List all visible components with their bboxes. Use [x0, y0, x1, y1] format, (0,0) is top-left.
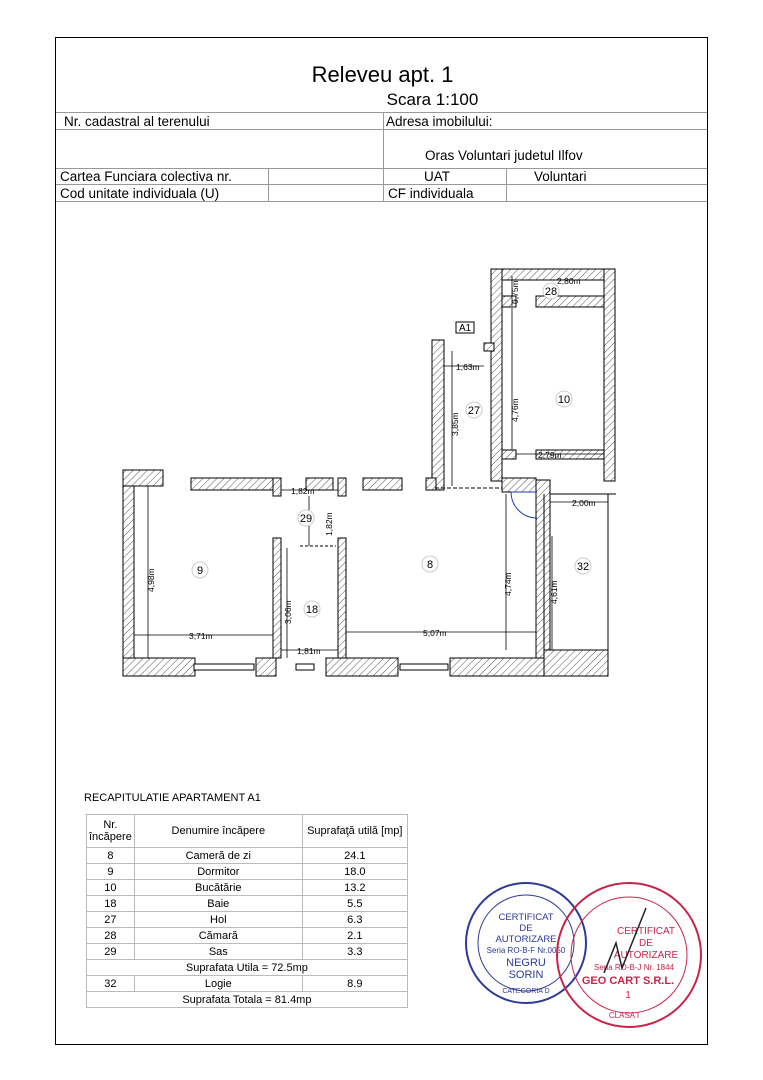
stamp-text: AUTORIZARE: [495, 934, 557, 945]
table-row: 10 Bucătărie 13.2: [87, 880, 408, 896]
page-title: Releveu apt. 1: [311, 62, 454, 87]
table-row: 9 Dormitor 18.0: [87, 864, 408, 880]
room-number: 18: [305, 604, 319, 616]
stamp-text: DE: [639, 938, 653, 949]
stamp-text: NEGRU: [506, 957, 546, 969]
table-row: 18 Baie 5.5: [87, 896, 408, 912]
dim-label: 4,98m: [146, 568, 156, 592]
wall: [256, 658, 276, 676]
wall: [273, 478, 281, 496]
uat-value: Voluntari: [534, 169, 587, 184]
cadastral-label: Nr. cadastral al terenului: [64, 114, 210, 129]
address-value: Oras Voluntari judetul Ilfov: [425, 148, 583, 163]
recap-table: [86, 814, 408, 1008]
total: Suprafata Totala = 81.4mp: [87, 992, 408, 1008]
wall: [502, 450, 516, 459]
table-row: 8 Cameră de zi 24.1: [87, 848, 408, 864]
wall: [484, 343, 494, 351]
dim-label: 3,85m: [450, 412, 460, 436]
document-frame: [55, 37, 708, 1045]
dim-label: 3,06m: [283, 600, 293, 624]
wall: [604, 269, 615, 481]
wall: [491, 269, 502, 481]
wall: [536, 480, 550, 658]
wall: [338, 538, 346, 658]
label-a1: A1: [459, 323, 472, 334]
room-number: 8: [426, 559, 434, 571]
wall: [191, 478, 274, 490]
dim-label: 0,75m: [510, 280, 520, 304]
room-number: 27: [467, 405, 481, 417]
room-number: 29: [299, 513, 313, 525]
stamp-text: SORIN: [508, 969, 544, 981]
stamp-text: Seria RO-B-J Nr. 1844: [593, 963, 675, 972]
total-row: [87, 992, 408, 1008]
dim-label: 4,61m: [549, 580, 559, 604]
stamp-text: AUTORIZARE: [613, 950, 679, 961]
stamp-text: CERTIFICAT: [498, 912, 554, 923]
cf-individuala-label: CF individuala: [388, 186, 474, 201]
wall: [544, 650, 608, 676]
header-area: Suprafaţă utilă [mp]: [302, 815, 407, 848]
dim-label: 4,76m: [510, 398, 520, 422]
table-header-row: [87, 815, 408, 848]
dim-label: 1,63m: [456, 362, 480, 372]
wall: [491, 269, 615, 280]
dim-label: 5,07m: [423, 628, 447, 638]
room-number: 32: [576, 561, 590, 573]
dim-label: 2,00m: [572, 498, 596, 508]
dim-label: 2,79m: [538, 450, 562, 460]
dim-label: 1,82m: [324, 512, 334, 536]
wall: [450, 658, 550, 676]
uat-label: UAT: [424, 169, 450, 184]
wall: [338, 478, 346, 496]
wall: [326, 658, 398, 676]
dim-label: 3,71m: [189, 631, 213, 641]
stamp-text: Seria RO-B-F Nr.0050: [486, 946, 566, 955]
stamp-text: CLASA I: [608, 1011, 640, 1020]
stamp-text: CERTIFICAT: [617, 926, 675, 937]
wall: [363, 478, 402, 490]
stamp-text: DE: [519, 923, 533, 934]
cod-unitate-label: Cod unitate individuala (U): [60, 186, 220, 201]
stamp-text: GEO CART S.R.L.: [581, 975, 675, 987]
wall: [123, 470, 163, 486]
room-number: 9: [196, 565, 204, 577]
header-name: Denumire încăpere: [134, 815, 302, 848]
wall: [123, 470, 134, 676]
total-utila: Suprafata Utila = 72.5mp: [87, 960, 408, 976]
stamp-left: [466, 883, 586, 1003]
scale-label: Scara 1:100: [386, 90, 479, 109]
wall: [273, 538, 281, 658]
stamp-text: 1: [625, 990, 631, 1001]
room-number: 10: [557, 394, 571, 406]
wall: [426, 478, 436, 490]
table-row: 27 Hol 6.3: [87, 912, 408, 928]
dim-label: 1,81m: [297, 646, 321, 656]
table-row: 32 Logie 8.9: [87, 976, 408, 992]
wall: [432, 340, 444, 490]
dim-label: 4,74m: [503, 572, 513, 596]
room-number: 28: [544, 286, 558, 298]
wall: [502, 478, 536, 492]
total-utila-row: [87, 960, 408, 976]
address-label: Adresa imobilului:: [386, 114, 493, 129]
table-row: 28 Cămară 2.1: [87, 928, 408, 944]
stamp-right: [557, 883, 701, 1027]
recap-title: RECAPITULATIE APARTAMENT A1: [84, 792, 261, 804]
dim-label: 1,82m: [291, 486, 315, 496]
header-nr: Nr. încăpere: [87, 815, 135, 848]
dim-label: 2,80m: [557, 276, 581, 286]
wall: [123, 658, 195, 676]
table-row: 29 Sas 3.3: [87, 944, 408, 960]
cf-colectiva-label: Cartea Funciara colectiva nr.: [60, 169, 232, 184]
stamp-text: CATEGORIA D: [502, 988, 550, 995]
